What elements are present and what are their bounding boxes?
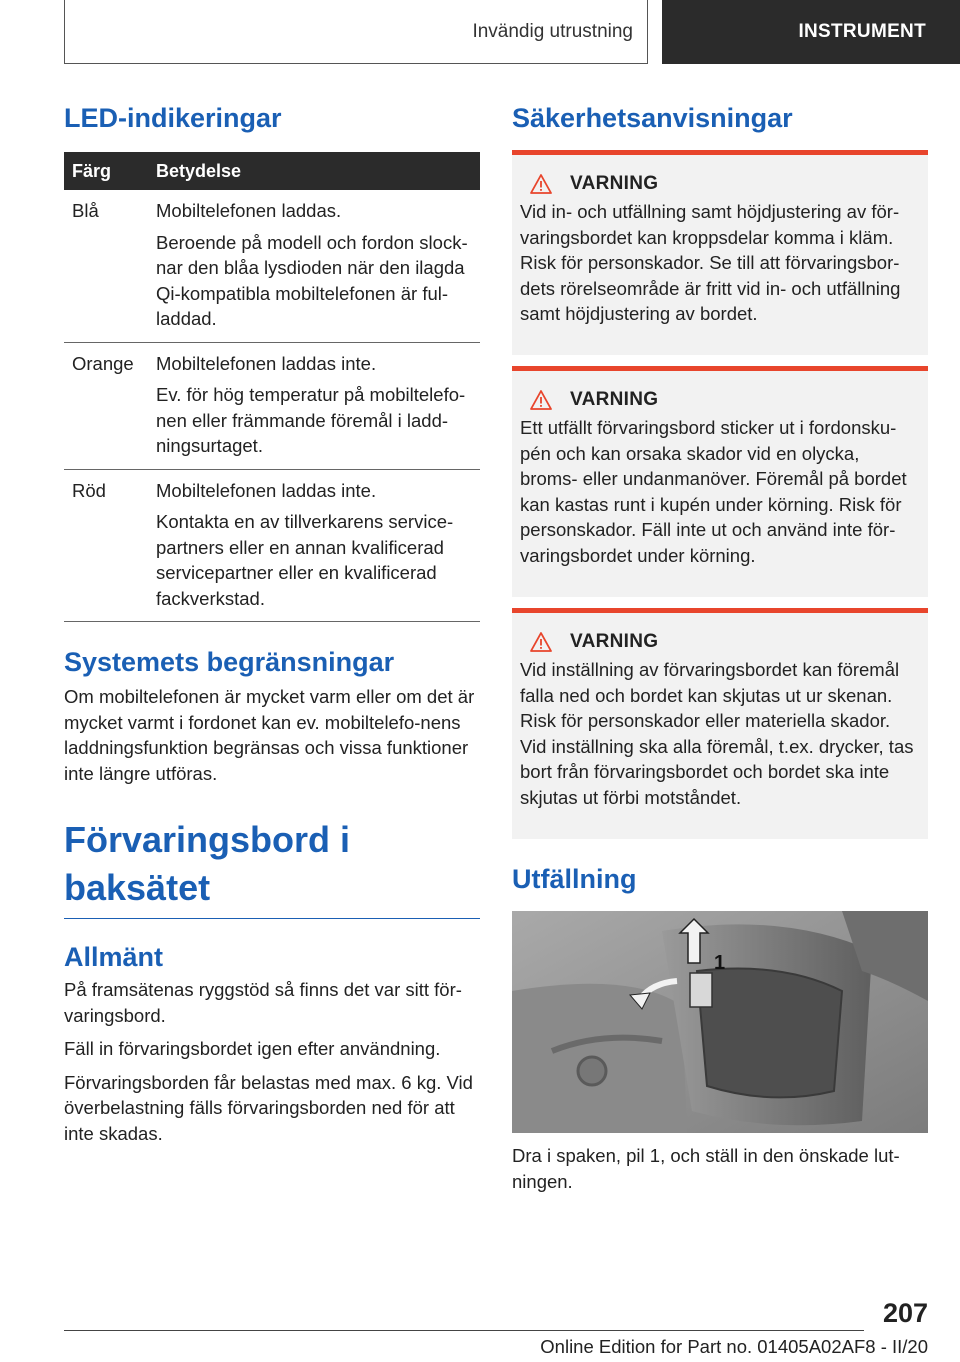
warning-title-row (520, 389, 920, 411)
section-tab (64, 0, 648, 64)
unfold-heading: Utfällning (512, 864, 637, 894)
chapter-tab (662, 0, 960, 64)
left-column (64, 100, 480, 1146)
right-column (512, 100, 928, 1194)
general-heading: Allmänt (64, 942, 164, 972)
chapter-title: INSTRUMENT (798, 21, 926, 42)
column-header-meaning: Betydelse (148, 152, 480, 190)
general-paragraph: Fäll in förvaringsbordet igen efter användning. (64, 1038, 441, 1059)
figure-callout-1: 1 (714, 952, 726, 974)
meaning-line: Ev. för hög temperatur på mobiltelefo-nen eller främmande föremål i ladd-ningsurtaget. (156, 384, 466, 456)
column-header-color: Färg (64, 152, 148, 190)
cell-color: Röd (64, 469, 148, 622)
warning-triangle-icon (530, 174, 552, 194)
meaning-line: Mobiltelefonen laddas inte. (156, 352, 377, 374)
seat-illustration (512, 911, 928, 1133)
general-paragraph: På framsätenas ryggstöd så finns det var sitt för-varingsbord. (64, 979, 462, 1026)
warning-box (512, 150, 928, 355)
warning-text: Ett utfällt förvaringsbord sticker ut i fordonsku-pén och kan orsaka skador vid en olycka, broms- eller undanmanöver. Föremål på bordet kan kastas runt i kupén under körning. Risk för personskador. Fäll inte ut och använd inte för-varingsbordet under körning. (520, 417, 907, 566)
seat-table-figure (512, 911, 928, 1133)
warning-triangle-icon (530, 390, 552, 410)
figure-caption: Dra i spaken, pil 1, och ställ in den önskade lut-ningen. (512, 1145, 900, 1192)
warning-box (512, 608, 928, 839)
cell-color: Blå (64, 190, 148, 342)
footer-edition: Online Edition for Part no. 01405A02AF8 - II/20 (540, 1336, 928, 1357)
meaning-line: Beroende på modell och fordon slock-nar den blåa lysdioden när den ilagda Qi-kompatibla mobiltelefonen är ful-laddad. (156, 231, 468, 329)
meaning-line: Kontakta en av tillverkarens service-partners eller en annan kvalificerad servicepartner eller en kvalificerad fackverkstad. (156, 511, 454, 609)
general-paragraph: Förvaringsborden får belastas med max. 6 kg. Vid överbelastning fälls förvaringsborden ned för att inte skadas. (64, 1071, 473, 1144)
led-heading: LED-indikeringar (64, 103, 282, 133)
warning-title-row (520, 631, 920, 653)
section-title: Invändig utrustning (472, 20, 633, 42)
meaning-line: Mobiltelefonen laddas inte. (156, 479, 377, 501)
meaning-line: Mobiltelefonen laddas. (156, 200, 342, 221)
safety-heading: Säkerhetsanvisningar (512, 103, 793, 133)
page-number: 207 (882, 1298, 928, 1328)
cell-meaning (148, 190, 480, 342)
warning-text: Vid inställning av förvaringsbordet kan föremål falla ned och bordet kan skjutas ut ur skenan. Risk för personskador eller materiella skador. Vid inställning ska alla föremål, t.ex. drycker, tas bort från förvaringsbordet och bordet ska inte skjutas ut förbi motståndet. (520, 659, 914, 808)
warning-text: Vid in- och utfällning samt höjdjustering av för-varingsbordet kan kroppsdelar komma i kläm. Risk för personskador. Se till att förvaringsbor-dets rörelseområde är fritt vid in- och utfällning samt höjdjustering av bordet. (520, 201, 901, 324)
cell-color: Orange (64, 342, 148, 469)
led-table (64, 152, 480, 622)
footer-rule (64, 1330, 864, 1331)
warning-title: VARNING (570, 173, 659, 194)
cell-meaning (148, 469, 480, 622)
warning-title-row (520, 173, 920, 195)
table-header-row (64, 152, 480, 190)
limits-heading: Systemets begränsningar (64, 647, 395, 677)
warning-box (512, 366, 928, 597)
limits-text: Om mobiltelefonen är mycket varm eller om det är mycket varmt i fordonet kan ev. mobiltelefo-nens laddningsfunktion begränsas och vissa funktioner inte längre utföras. (64, 686, 475, 784)
cell-meaning (148, 342, 480, 469)
warning-title: VARNING (570, 389, 659, 410)
warning-title: VARNING (570, 631, 659, 652)
warning-triangle-icon (530, 632, 552, 652)
main-heading: Förvaringsbord i baksätet (64, 816, 480, 919)
table-row (64, 469, 480, 622)
table-row (64, 190, 480, 342)
table-row (64, 342, 480, 469)
